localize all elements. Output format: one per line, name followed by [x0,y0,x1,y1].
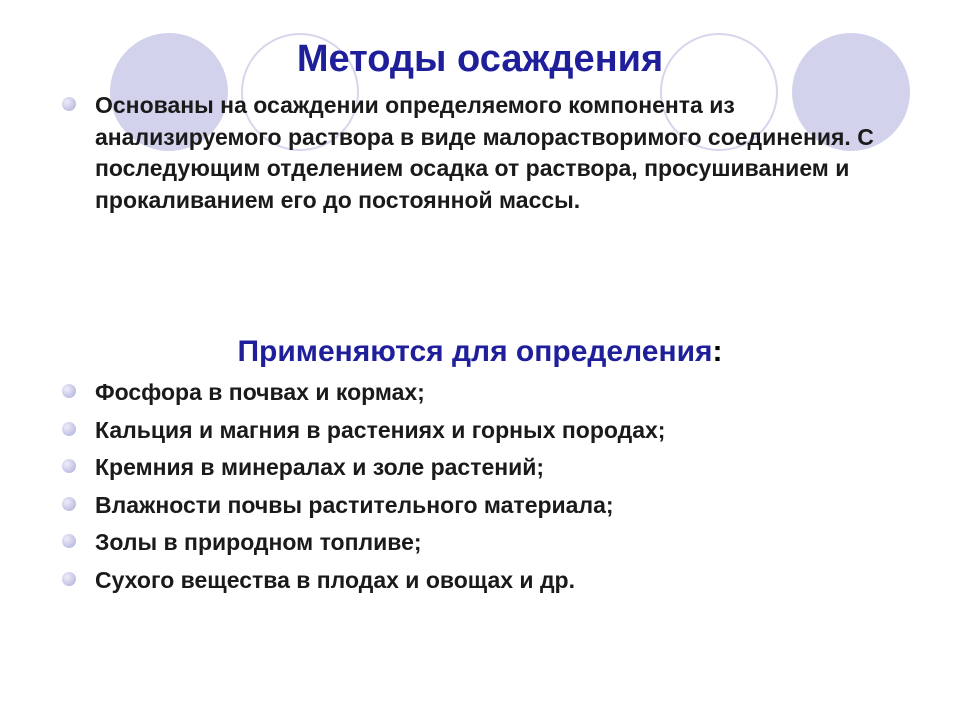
list-item-text: Влажности почвы растительного материала; [95,491,614,518]
list-item-text: Сухого вещества в плодах и овощах и др. [95,566,576,593]
list-item [62,452,922,490]
list-item-text: Фосфора в почвах и кормах; [95,379,425,405]
bullet-icon [62,534,76,548]
bullet-icon [62,459,76,473]
intro-text: Основаны на осаждении определяемого компонента из анализируемого раствора в виде малорастворимого соединения. С последующим отделением осадка от раствора, просушиванием и прокаливанием его до постоянной массы. [95,92,874,213]
list-item [62,490,922,528]
intro-block [62,90,922,216]
bullet-icon [62,572,76,586]
uses-heading-colon: : [712,335,723,368]
bullet-icon [62,422,76,436]
slide-title: Методы осаждения [296,38,664,80]
bullet-icon [62,384,76,398]
list-item [62,527,922,565]
uses-heading [0,335,960,369]
list-item [62,565,922,603]
list-item [62,377,922,415]
list-item-text: Кремния в минералах и золе растений; [95,454,545,480]
bullet-icon [62,497,76,511]
intro-bullet-row [62,90,922,216]
bullet-icon [62,97,76,111]
uses-list [62,377,922,602]
list-item-text: Золы в природном топливе; [95,529,422,555]
list-item [62,415,922,453]
uses-heading-text: Применяются для определения [237,335,713,368]
list-item-text: Кальция и магния в растениях и горных породах; [95,416,666,443]
